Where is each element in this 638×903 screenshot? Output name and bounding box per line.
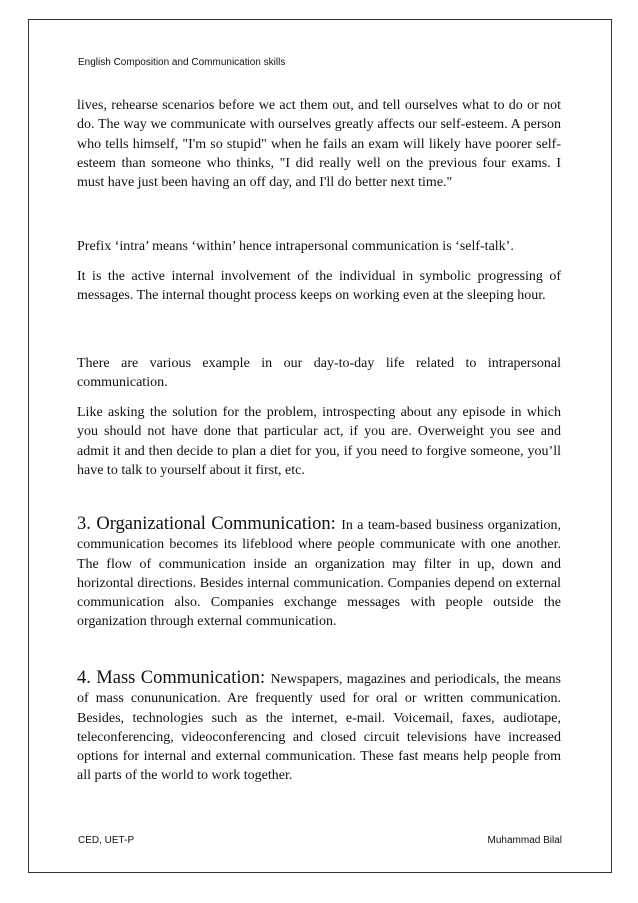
paragraph-examples-intro: There are various example in our day-to-day life related to intrapersonal communication. <box>77 356 561 391</box>
section-mass-communication <box>77 669 561 786</box>
page-header: English Composition and Communication skills <box>78 57 286 68</box>
organizational-communication-heading: 3. Organizational Communication: <box>77 514 342 534</box>
mass-communication-heading: 4. Mass Communication: <box>77 668 271 688</box>
paragraph-examples-detail: Like asking the solution for the problem, introspecting about any episode in which you should not have done that particular act, if you are. Overweight you see and admit it and then decide to plan a diet for you, if you need to forgive someone, you’ll have to talk to yourself about it first, etc. <box>77 405 561 478</box>
paragraph-self-esteem: lives, rehearse scenarios before we act them out, and tell ourselves what to do or not do. The way we communicate with ourselves greatly affects our self-esteem. A person who tells himself, "I'm so stupid" when he fails an exam will likely have poorer self-esteem than someone who thinks, "I did really well on the previous four exams. I must have just been having an off day, and I'll do better next time." <box>77 98 561 191</box>
organizational-communication-body: In a team-based business organization, communication becomes its lifeblood where people communicate with one another. The flow of communication inside an organization may filter in up, down and horizontal directions. Besides internal communication. Companies depend on external communication also. Companies exchange messages with people outside the organization through external communication. <box>77 518 561 630</box>
paragraph-internal-involvement: It is the active internal involvement of the individual in symbolic progressing of messages. The internal thought process keeps on working even at the sleeping hour. <box>77 269 561 304</box>
section-organizational-communication <box>77 515 561 632</box>
footer-department: CED, UET-P <box>78 835 135 846</box>
mass-communication-body: Newspapers, magazines and periodicals, the means of mass conununication. Are frequently used for oral or written communication. Besides, technologies such as the internet, e-mail. Voicemail, faxes, audiotape, teleconferencing, videoconferencing and closed circuit televisions have increased options for internal and external communication. These fast means help people from all parts of the world to work together. <box>77 672 561 784</box>
paragraph-prefix-intra: Prefix ‘intra’ means ‘within’ hence intrapersonal communication is ‘self-talk’. <box>77 239 514 254</box>
footer-author: Muhammad Bilal <box>487 835 562 846</box>
